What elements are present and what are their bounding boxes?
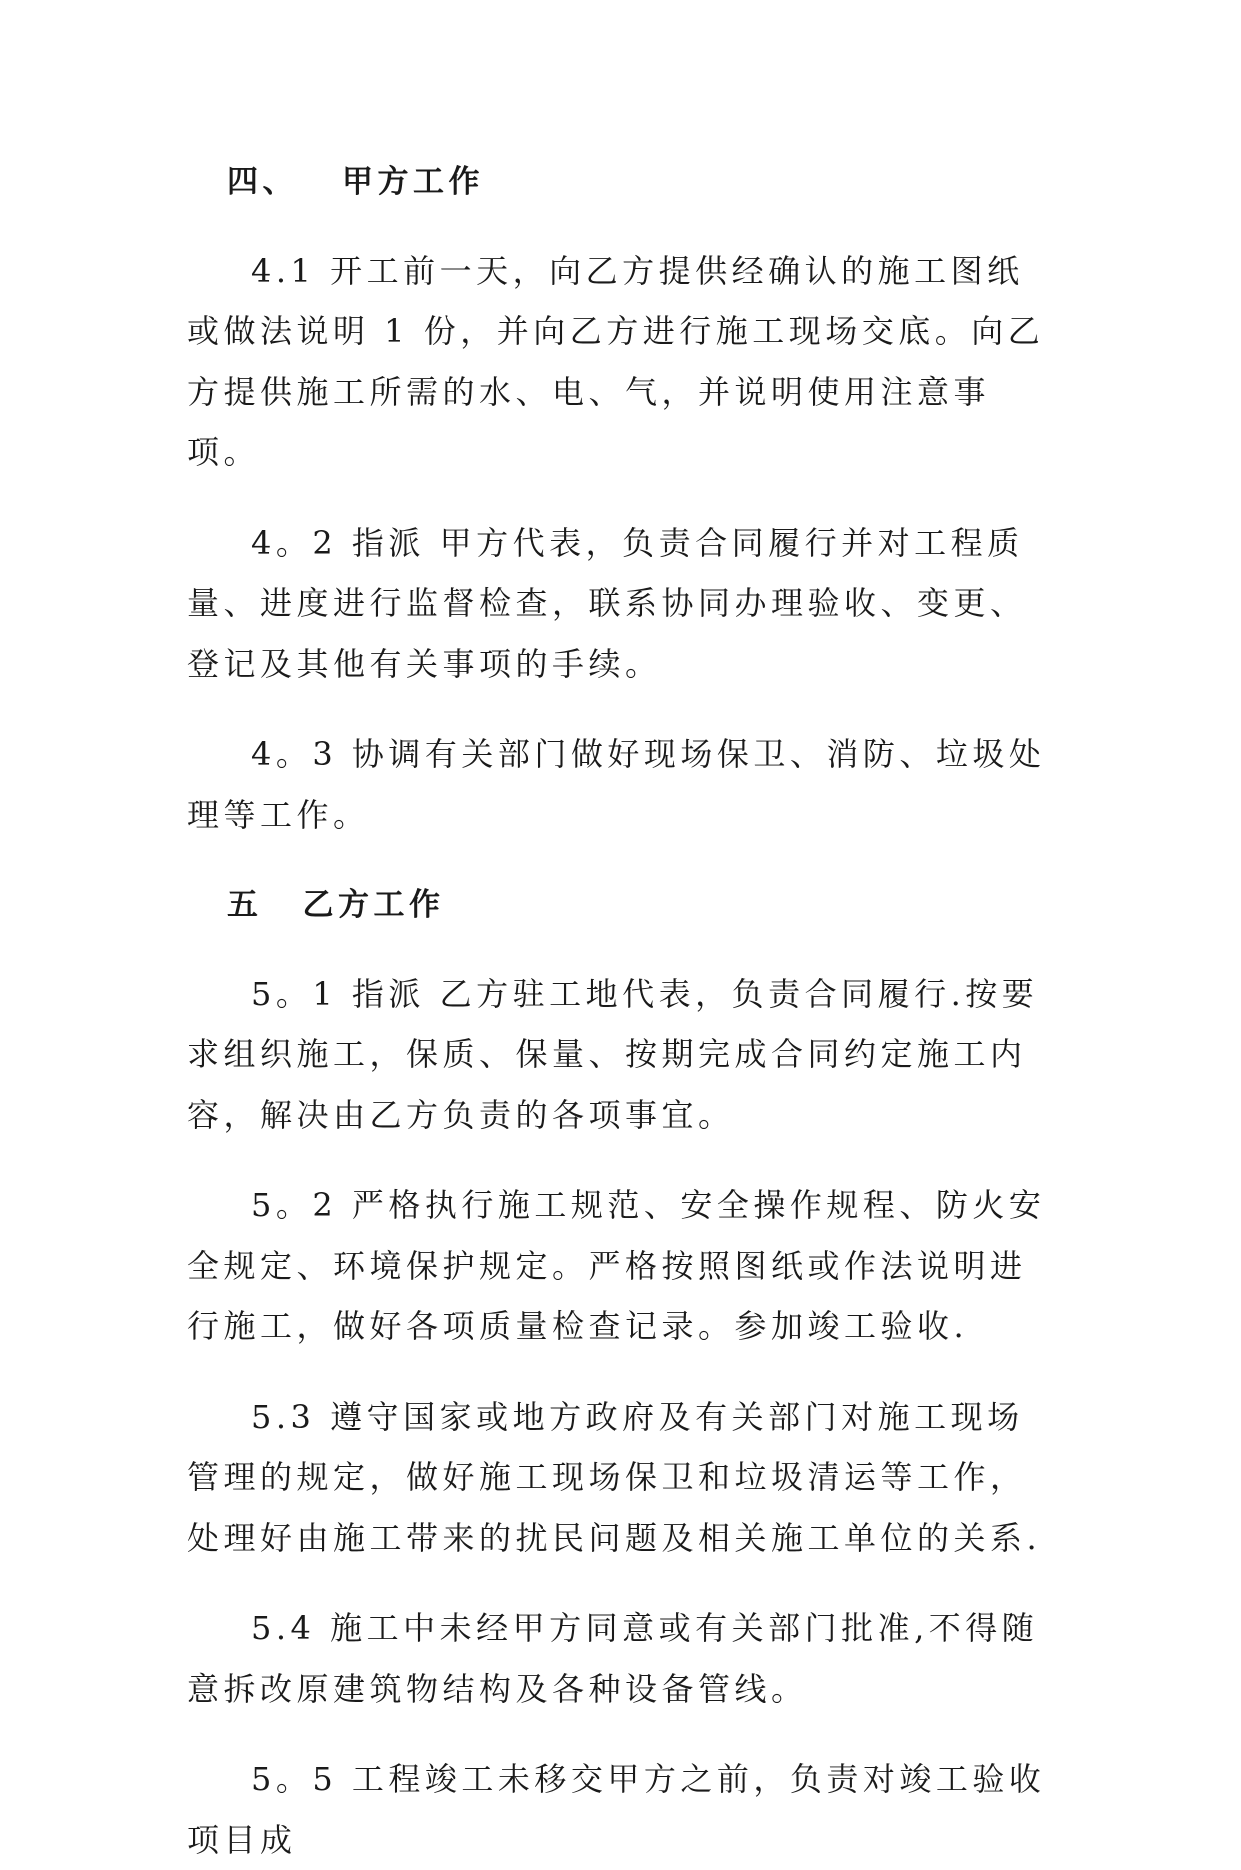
section-heading-4 (187, 152, 1059, 213)
clause-5-1: 5。1 指派 乙方驻工地代表，负责合同履行.按要求组织施工，保质、保量、按期完成合同约定施工内容，解决由乙方负责的各项事宜。 (187, 974, 1039, 1134)
section-title: 乙方工作 (302, 887, 445, 923)
clause-5-3: 5.3 遵守国家或地方政府及有关部门对施工现场管理的规定，做好施工现场保卫和垃圾清运等工作，处理好由施工带来的扰民问题及相关施工单位的关系. (187, 1397, 1042, 1557)
clause-5-5: 5。5 工程竣工未移交甲方之前，负责对竣工验收项目成 (187, 1760, 1046, 1859)
clause-5-2: 5。2 严格执行施工规范、安全操作规程、防火安全规定、环境保护规定。严格按照图纸或作法说明进行施工，做好各项质量检查记录。参加竣工验收. (187, 1186, 1046, 1345)
clause-4-1: 4.1 开工前一天，向乙方提供经确认的施工图纸或做法说明 1 份，并向乙方进行施工现场交底。向乙方提供施工所需的水、电、气，并说明使用注意事项。 (187, 251, 1045, 471)
document-body (187, 152, 1059, 1870)
clause-5-4: 5.4 施工中未经甲方同意或有关部门批准,不得随意拆改原建筑物结构及各种设备管线。 (187, 1609, 1039, 1708)
section-number: 四、 (227, 164, 298, 200)
clause-4-3: 4。3 协调有关部门做好现场保卫、消防、垃圾处理等工作。 (187, 735, 1046, 834)
section-number: 五 (227, 887, 263, 923)
clause-4-2: 4。2 指派 甲方代表，负责合同履行并对工程质量、进度进行监督检查，联系协同办理验收、变更、登记及其他有关事项的手续。 (187, 523, 1027, 683)
section-title: 甲方工作 (342, 164, 484, 200)
section-heading-5 (187, 875, 1059, 936)
